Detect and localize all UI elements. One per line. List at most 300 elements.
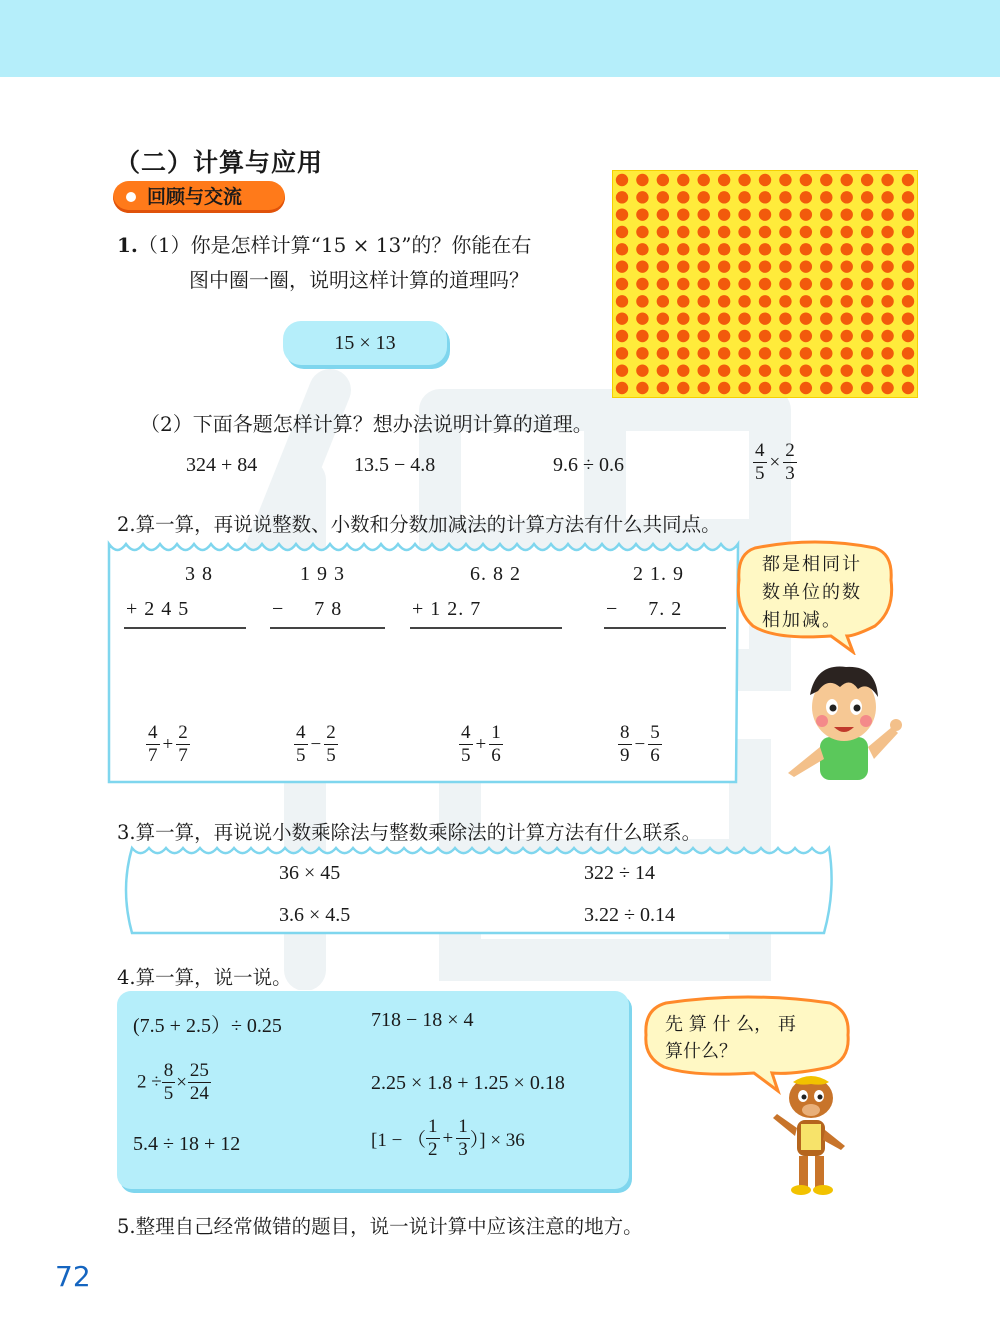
grid-dot [861, 208, 873, 220]
grid-dot [800, 364, 812, 376]
grid-dot [841, 191, 853, 203]
grid-dot [759, 382, 771, 394]
q1-expr-1: 324 + 84 [186, 454, 258, 476]
operator: + [442, 1127, 454, 1149]
grid-dot [841, 208, 853, 220]
grid-dot [616, 382, 628, 394]
q3-item-2: 322 ÷ 14 [584, 862, 655, 884]
operator: + [475, 733, 487, 755]
expr-suffix: ）] × 36 [469, 1130, 525, 1151]
grid-dot [841, 278, 853, 290]
q2-vertical-4-bottom: − 7. 2 [606, 598, 683, 620]
grid-dot [759, 191, 771, 203]
q3-item-4: 3.22 ÷ 0.14 [584, 904, 675, 926]
grid-dot [738, 208, 750, 220]
grid-dot [636, 278, 648, 290]
numerator: 1 [458, 1116, 468, 1137]
denominator: 5 [755, 463, 765, 484]
grid-dot [657, 347, 669, 359]
grid-dot [718, 243, 730, 255]
grid-dot [902, 208, 914, 220]
grid-dot [779, 226, 791, 238]
grid-dot [718, 382, 730, 394]
grid-dot [861, 226, 873, 238]
numerator: 1 [491, 722, 501, 743]
grid-dot [902, 243, 914, 255]
grid-dot [861, 382, 873, 394]
fraction [426, 1116, 440, 1161]
grid-dot [881, 347, 893, 359]
grid-dot [841, 347, 853, 359]
grid-dot [841, 243, 853, 255]
grid-dot [698, 312, 710, 324]
grid-dot [779, 191, 791, 203]
grid-dot [841, 364, 853, 376]
q4-expr-2: 718 − 18 × 4 [371, 1009, 474, 1031]
grid-dot [881, 260, 893, 272]
dot-grid-svg [613, 171, 917, 397]
denominator: 24 [189, 1083, 209, 1104]
q1-part1-line2: 图中圈一圈，说明这样计算的道理吗？ [189, 268, 529, 292]
page-number: 72 [55, 1260, 91, 1293]
grid-dot [616, 208, 628, 220]
grid-dot [820, 312, 832, 324]
grid-dot [738, 226, 750, 238]
numerator: 4 [148, 722, 158, 743]
grid-dot [841, 312, 853, 324]
grid-dot [738, 278, 750, 290]
speech-line: 数单位的数 [762, 582, 862, 603]
grid-dot [881, 174, 893, 186]
denominator: 3 [458, 1139, 468, 1160]
q2-vertical-3-bottom: + 1 2. 7 [412, 598, 482, 620]
grid-dot [698, 191, 710, 203]
grid-dot [861, 260, 873, 272]
grid-dot [698, 208, 710, 220]
speech-line: 都是相同计 [762, 554, 862, 575]
grid-dot [677, 208, 689, 220]
q4-expr-3 [137, 1060, 211, 1105]
denominator: 2 [428, 1139, 438, 1160]
grid-dot [841, 382, 853, 394]
q2-vertical-1-bottom: + 2 4 5 [126, 598, 190, 620]
grid-dot [657, 330, 669, 342]
grid-dot [657, 243, 669, 255]
fraction [456, 1116, 470, 1161]
grid-dot [738, 260, 750, 272]
grid-dot [779, 312, 791, 324]
q1-part2: （2）下面各题怎样计算？想办法说明计算的道理。 [140, 412, 593, 436]
fraction [188, 1060, 211, 1105]
grid-dot [800, 312, 812, 324]
grid-dot [759, 174, 771, 186]
grid-dot [902, 278, 914, 290]
grid-dot [636, 312, 648, 324]
grid-dot [738, 347, 750, 359]
q3-scalloped-box [118, 842, 838, 937]
boy-illustration [780, 655, 910, 780]
grid-dot [881, 312, 893, 324]
grid-dot [616, 364, 628, 376]
grid-dot [902, 191, 914, 203]
grid-dot [861, 191, 873, 203]
grid-dot [861, 347, 873, 359]
denominator: 6 [650, 745, 660, 766]
numerator: 8 [163, 1060, 174, 1081]
grid-dot [881, 364, 893, 376]
expr-prefix: 2 ÷ [137, 1071, 162, 1093]
numerator: 2 [785, 440, 795, 461]
grid-dot [902, 312, 914, 324]
q2-fraction-3 [459, 722, 503, 767]
grid-dot [657, 382, 669, 394]
grid-dot [636, 208, 648, 220]
grid-dot [820, 243, 832, 255]
grid-dot [657, 312, 669, 324]
grid-dot [820, 347, 832, 359]
q4-expr-6 [371, 1116, 525, 1161]
q3-item-3: 3.6 × 4.5 [279, 904, 351, 926]
grid-dot [902, 382, 914, 394]
grid-dot [738, 295, 750, 307]
badge-label: 回顾与交流 [147, 186, 243, 208]
grid-dot [718, 191, 730, 203]
denominator: 5 [296, 745, 306, 766]
grid-dot [881, 243, 893, 255]
grid-dot [718, 347, 730, 359]
numerator: 2 [178, 722, 188, 743]
denominator: 3 [785, 463, 795, 484]
grid-dot [677, 278, 689, 290]
fraction [162, 1060, 176, 1105]
numerator: 2 [326, 722, 336, 743]
grid-dot [881, 226, 893, 238]
grid-dot [759, 208, 771, 220]
grid-dot [616, 260, 628, 272]
grid-dot [738, 312, 750, 324]
grid-dot [800, 330, 812, 342]
q1-fraction-expr [753, 440, 797, 485]
grid-dot [616, 174, 628, 186]
grid-dot [800, 208, 812, 220]
speech-line: 先 算 什 么， 再 [665, 1014, 796, 1035]
grid-dot [677, 364, 689, 376]
grid-dot [902, 295, 914, 307]
speech-line: 算什么？ [665, 1041, 737, 1062]
grid-dot [636, 260, 648, 272]
fraction [294, 722, 308, 767]
grid-dot [636, 243, 648, 255]
q4-expr-4: 2.25 × 1.8 + 1.25 × 0.18 [371, 1072, 565, 1094]
grid-dot [616, 347, 628, 359]
grid-dot [861, 364, 873, 376]
grid-dot [779, 347, 791, 359]
grid-dot [861, 278, 873, 290]
grid-dot [861, 174, 873, 186]
grid-dot [657, 208, 669, 220]
grid-dot [657, 295, 669, 307]
grid-dot [800, 260, 812, 272]
grid-dot [698, 347, 710, 359]
q1-bubble-expr: 15 × 13 [334, 332, 396, 354]
grid-dot [881, 278, 893, 290]
grid-dot [800, 174, 812, 186]
grid-dot [759, 364, 771, 376]
fraction [618, 722, 632, 767]
grid-dot [718, 364, 730, 376]
grid-dot [820, 364, 832, 376]
grid-dot [759, 312, 771, 324]
grid-dot [657, 191, 669, 203]
grid-dot [902, 330, 914, 342]
grid-dot [779, 278, 791, 290]
top-banner [0, 0, 1000, 77]
grid-dot [800, 243, 812, 255]
denominator: 5 [326, 745, 336, 766]
grid-dot [677, 295, 689, 307]
grid-dot [820, 295, 832, 307]
grid-dot [841, 330, 853, 342]
q1-part1-line1: （1）你是怎样计算“15 × 13”的？你能在右 [137, 233, 532, 257]
dog-illustration [765, 1070, 855, 1200]
q2-vertical-3-top: 6. 8 2 [470, 563, 521, 585]
operator: × [769, 451, 781, 473]
grid-dot [616, 191, 628, 203]
fraction [783, 440, 797, 485]
q2-fraction-2 [294, 722, 338, 767]
grid-dot [677, 226, 689, 238]
grid-dot [636, 330, 648, 342]
q4-title: 4.算一算，说一说。 [117, 966, 292, 989]
dot-grid [612, 170, 918, 398]
grid-dot [881, 330, 893, 342]
grid-dot [820, 226, 832, 238]
grid-dot [841, 295, 853, 307]
denominator: 7 [178, 745, 188, 766]
grid-dot [779, 295, 791, 307]
q4-expr-1: (7.5 + 2.5）÷ 0.25 [133, 1015, 282, 1037]
denominator: 9 [620, 745, 630, 766]
numerator: 8 [620, 722, 630, 743]
fraction [176, 722, 190, 767]
grid-dot [800, 295, 812, 307]
grid-dot [698, 260, 710, 272]
grid-dot [677, 243, 689, 255]
grid-dot [881, 382, 893, 394]
fraction [324, 722, 338, 767]
numerator: 25 [189, 1060, 209, 1081]
grid-dot [616, 312, 628, 324]
grid-dot [636, 191, 648, 203]
q2-vertical-3-line [410, 627, 562, 629]
q1-expr-3: 9.6 ÷ 0.6 [553, 454, 624, 476]
grid-dot [738, 330, 750, 342]
q2-fraction-4 [618, 722, 662, 767]
grid-dot [698, 364, 710, 376]
grid-dot [820, 191, 832, 203]
grid-dot [718, 260, 730, 272]
grid-dot [759, 347, 771, 359]
section-title: （二）计算与应用 [115, 148, 324, 177]
q2-vertical-1-top: 3 8 [185, 563, 213, 585]
grid-dot [841, 260, 853, 272]
q2-title: 2.算一算，再说说整数、小数和分数加减法的计算方法有什么共同点。 [117, 513, 721, 536]
numerator: 5 [650, 722, 660, 743]
grid-dot [820, 174, 832, 186]
q2-vertical-4-line [604, 627, 726, 629]
grid-dot [657, 278, 669, 290]
numerator: 1 [428, 1116, 438, 1137]
grid-dot [616, 330, 628, 342]
q5-title: 5.整理自己经常做错的题目，说一说计算中应该注意的地方。 [117, 1215, 643, 1238]
grid-dot [861, 243, 873, 255]
q1-expression-bubble [283, 321, 447, 365]
denominator: 5 [163, 1083, 174, 1104]
fraction [753, 440, 767, 485]
grid-dot [881, 295, 893, 307]
grid-dot [657, 226, 669, 238]
q1-expr-2: 13.5 − 4.8 [354, 454, 436, 476]
grid-dot [738, 174, 750, 186]
grid-dot [841, 226, 853, 238]
operator: − [310, 733, 322, 755]
numerator: 4 [755, 440, 765, 461]
grid-dot [861, 295, 873, 307]
grid-dot [657, 364, 669, 376]
fraction [489, 722, 503, 767]
grid-dot [718, 278, 730, 290]
q4-expr-5: 5.4 ÷ 18 + 12 [133, 1133, 241, 1155]
grid-dot [759, 278, 771, 290]
grid-dot [657, 174, 669, 186]
grid-dot [677, 174, 689, 186]
grid-dot [698, 243, 710, 255]
grid-dot [779, 382, 791, 394]
grid-dot [881, 191, 893, 203]
grid-dot [738, 382, 750, 394]
grid-dot [636, 347, 648, 359]
grid-dot [677, 347, 689, 359]
grid-dot [677, 382, 689, 394]
grid-dot [779, 364, 791, 376]
grid-dot [698, 278, 710, 290]
grid-dot [677, 330, 689, 342]
q2-speech-text [762, 551, 862, 635]
grid-dot [902, 226, 914, 238]
operator: + [162, 733, 174, 755]
grid-dot [759, 226, 771, 238]
grid-dot [759, 295, 771, 307]
grid-dot [820, 382, 832, 394]
denominator: 7 [148, 745, 158, 766]
q2-fraction-1 [146, 722, 190, 767]
grid-dot [718, 312, 730, 324]
grid-dot [698, 295, 710, 307]
grid-dot [779, 174, 791, 186]
q1-number: 1. [117, 233, 138, 257]
grid-dot [800, 278, 812, 290]
operator: × [176, 1071, 187, 1093]
grid-dot [636, 382, 648, 394]
fraction [648, 722, 662, 767]
operator: − [634, 733, 646, 755]
grid-dot [800, 226, 812, 238]
grid-dot [718, 295, 730, 307]
grid-dot [902, 260, 914, 272]
fraction [146, 722, 160, 767]
grid-dot [677, 191, 689, 203]
grid-dot [677, 260, 689, 272]
grid-dot [800, 347, 812, 359]
grid-dot [759, 260, 771, 272]
grid-dot [759, 243, 771, 255]
grid-dot [636, 174, 648, 186]
grid-dot [841, 174, 853, 186]
grid-dot [902, 174, 914, 186]
grid-dot [779, 208, 791, 220]
grid-dot [636, 226, 648, 238]
grid-dot [616, 243, 628, 255]
denominator: 6 [491, 745, 501, 766]
q4-speech-text [665, 1011, 796, 1065]
grid-dot [718, 174, 730, 186]
grid-dot [820, 278, 832, 290]
q2-vertical-2-bottom: − 7 8 [272, 598, 343, 620]
q3-title: 3.算一算，再说说小数乘除法与整数乘除法的计算方法有什么联系。 [117, 821, 702, 844]
expr-prefix: [1 − （ [371, 1130, 427, 1151]
grid-dot [657, 260, 669, 272]
q3-item-1: 36 × 45 [279, 862, 341, 884]
fraction [459, 722, 473, 767]
grid-dot [738, 364, 750, 376]
grid-dot [698, 226, 710, 238]
grid-dot [698, 174, 710, 186]
grid-dot [861, 312, 873, 324]
grid-dot [698, 382, 710, 394]
grid-dot [800, 191, 812, 203]
badge-dot-icon [126, 192, 136, 202]
grid-dot [779, 330, 791, 342]
grid-dot [636, 295, 648, 307]
q2-vertical-4-top: 2 1. 9 [633, 563, 684, 585]
review-badge [113, 181, 285, 213]
grid-dot [718, 330, 730, 342]
grid-dot [820, 330, 832, 342]
grid-dot [738, 243, 750, 255]
grid-dot [881, 208, 893, 220]
denominator: 5 [461, 745, 471, 766]
q2-vertical-1-line [124, 627, 246, 629]
grid-dot [779, 243, 791, 255]
grid-dot [759, 330, 771, 342]
q2-vertical-2-line [270, 627, 385, 629]
grid-dot [616, 278, 628, 290]
grid-dot [820, 260, 832, 272]
grid-dot [861, 330, 873, 342]
grid-dot [902, 364, 914, 376]
grid-dot [779, 260, 791, 272]
grid-dot [718, 208, 730, 220]
grid-dot [718, 226, 730, 238]
grid-dot [677, 312, 689, 324]
grid-dot [902, 347, 914, 359]
grid-dot [636, 364, 648, 376]
q1-line1 [117, 229, 531, 258]
grid-dot [616, 226, 628, 238]
grid-dot [738, 191, 750, 203]
numerator: 4 [461, 722, 471, 743]
grid-dot [820, 208, 832, 220]
